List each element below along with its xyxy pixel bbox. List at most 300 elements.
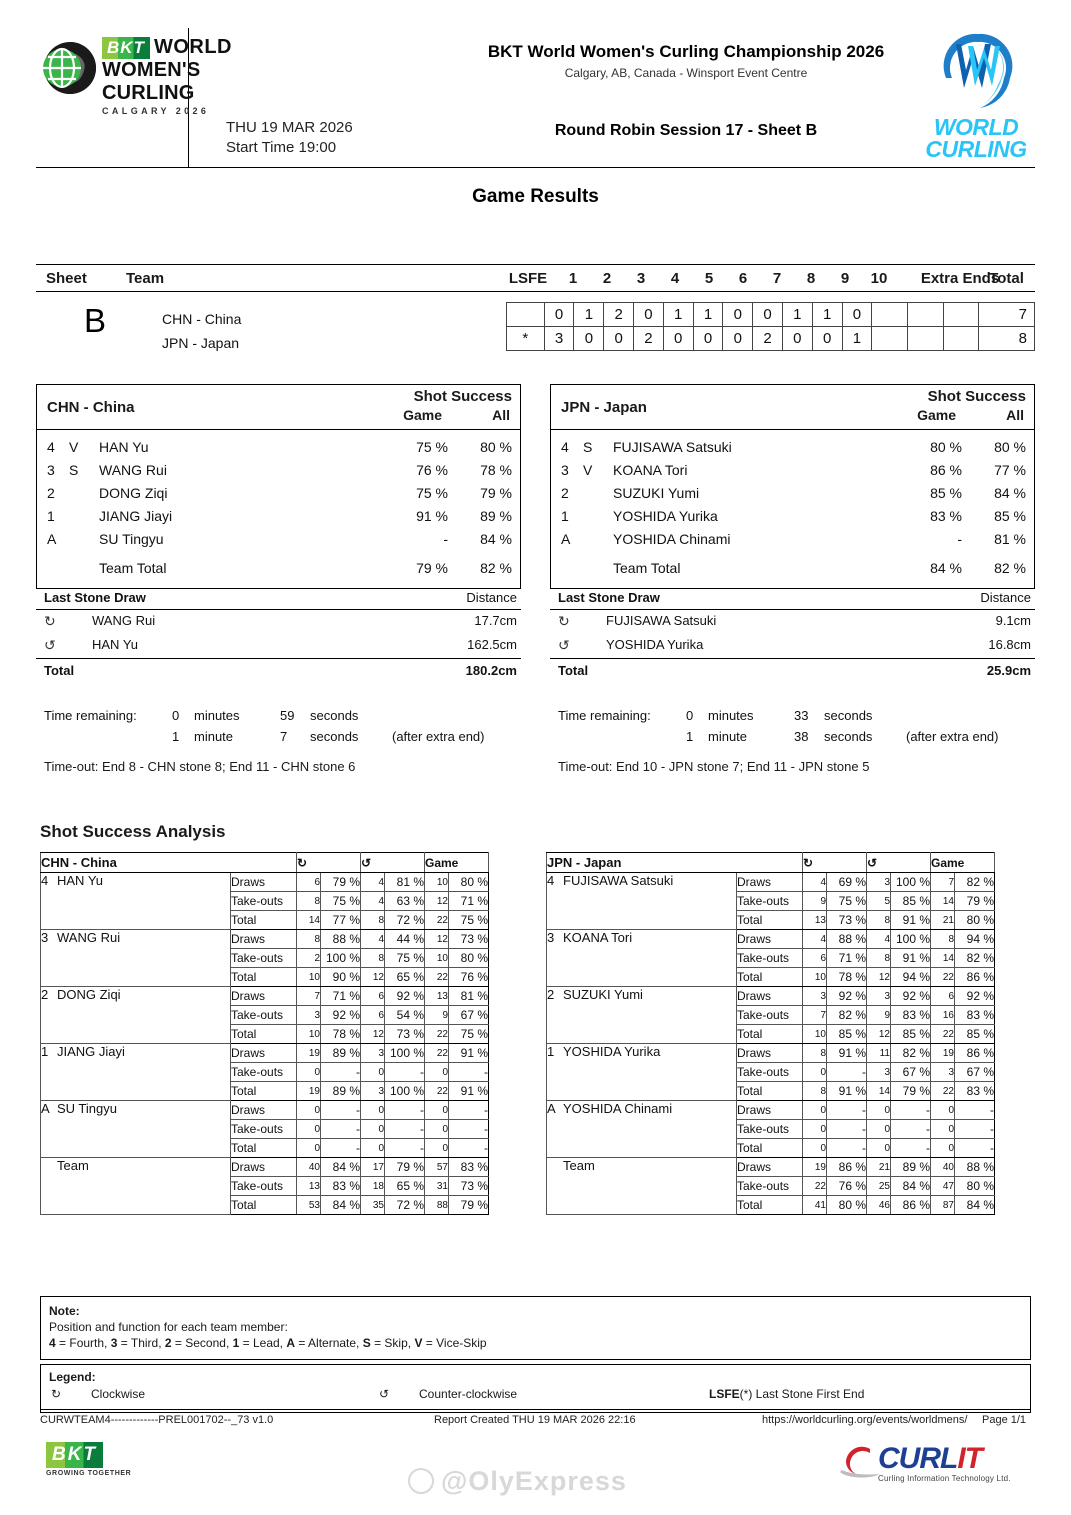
analysis-game-count: 22: [425, 968, 449, 987]
globe-icon: [42, 40, 98, 96]
analysis-ccw-count: 8: [867, 911, 891, 930]
r1-e4: 0: [634, 303, 664, 327]
r1-e3: 2: [604, 303, 634, 327]
extra-minutes-label: minute: [708, 729, 748, 744]
r1-e10: 1: [812, 303, 842, 327]
analysis-ccw-count: 6: [361, 1006, 385, 1025]
analysis-row-label: Take-outs: [231, 949, 297, 968]
col-end-1: 1: [568, 270, 578, 287]
analysis-game-pct: 73 %: [449, 1177, 489, 1196]
bkt-footer-tagline: GROWING TOGETHER: [46, 1470, 132, 1477]
counter-clockwise-icon: ↺: [558, 637, 570, 653]
player-position: 4: [47, 439, 55, 455]
analysis-ccw-count: 3: [867, 987, 891, 1006]
analysis-row-label: Draws: [231, 1101, 297, 1120]
scoreboard: [36, 264, 1035, 354]
r2-e4: 2: [634, 327, 664, 351]
analysis-game-count: 6: [931, 987, 955, 1006]
analysis-cw-count: 14: [297, 911, 321, 930]
col-lsfe: LSFE: [508, 270, 548, 287]
analysis-ccw-pct: 82 %: [891, 1044, 931, 1063]
analysis-ccw-pct: 92 %: [385, 987, 425, 1006]
col-end-5: 5: [704, 270, 714, 287]
analysis-cw-count: 9: [803, 892, 827, 911]
footer-created: Report Created THU 19 MAR 2026 22:16: [434, 1414, 636, 1426]
bkt-footer-logo: [46, 1442, 136, 1482]
analysis-ccw-pct: 100 %: [385, 1082, 425, 1101]
lsd-total-value: 180.2cm: [465, 663, 517, 678]
player-game-pct: 91 %: [416, 508, 448, 524]
table-row: [547, 930, 995, 949]
analysis-cw-count: 4: [803, 873, 827, 892]
table-row: [547, 1158, 995, 1177]
analysis-game-count: 21: [931, 911, 955, 930]
col-end-2: 2: [602, 270, 612, 287]
player-name: KOANA Tori: [613, 462, 688, 478]
extra-seconds: 7: [280, 729, 288, 744]
analysis-game-pct: 83 %: [955, 1006, 995, 1025]
col-end-9: 9: [840, 270, 850, 287]
analysis-cw-pct: 88 %: [321, 930, 361, 949]
analysis-ccw-count: 4: [361, 892, 385, 911]
player-position: 1: [561, 508, 569, 524]
counter-clockwise-icon: ↺: [867, 853, 931, 873]
analysis-ccw-pct: -: [385, 1139, 425, 1158]
analysis-cw-count: 19: [803, 1158, 827, 1177]
analysis-game-count: 22: [931, 1082, 955, 1101]
analysis-ccw-count: 25: [867, 1177, 891, 1196]
analysis-row-label: Total: [737, 968, 803, 987]
player-all-pct: 80 %: [994, 439, 1026, 455]
lsd-total-label: Total: [558, 663, 589, 678]
analysis-ccw-pct: 85 %: [891, 892, 931, 911]
r2-e3: 0: [604, 327, 634, 351]
analysis-cw-pct: 73 %: [827, 911, 867, 930]
col-extra-ends: Extra Ends: [920, 270, 1000, 287]
team-total-label: Team Total: [613, 560, 681, 576]
table-row: [41, 1044, 489, 1063]
extra-seconds-label: seconds: [824, 729, 873, 744]
analysis-col-game: Game: [425, 853, 489, 873]
analysis-ccw-count: 3: [867, 1063, 891, 1082]
curlit-swoosh-icon: [838, 1444, 884, 1484]
analysis-row-label: Draws: [231, 1044, 297, 1063]
r1-e5: 1: [663, 303, 693, 327]
lsd-header: [36, 590, 521, 610]
analysis-row-label: Take-outs: [737, 949, 803, 968]
analysis-ccw-pct: 91 %: [891, 911, 931, 930]
analysis-game-count: 22: [931, 968, 955, 987]
after-extra-end-note: (after extra end): [906, 729, 999, 744]
player-function: S: [69, 462, 79, 478]
time-remaining-label: Time remaining:: [558, 708, 651, 723]
team-total-row: [551, 557, 1034, 580]
analysis-cw-count: 0: [297, 1063, 321, 1082]
r2-lsfe: *: [507, 327, 545, 351]
analysis-ccw-count: 0: [361, 1101, 385, 1120]
player-name: HAN Yu: [99, 439, 149, 455]
analysis-cw-count: 0: [803, 1063, 827, 1082]
analysis-row-label: Draws: [231, 987, 297, 1006]
weibo-icon: [408, 1468, 434, 1494]
bkt-badge: BKT: [102, 37, 150, 59]
analysis-game-pct: 85 %: [955, 1025, 995, 1044]
panel-col-game: Game: [403, 407, 442, 423]
lsd-header: [550, 590, 1035, 610]
lsd-player-name: WANG Rui: [92, 613, 156, 628]
analysis-row-label: Take-outs: [737, 892, 803, 911]
analysis-game-pct: 91 %: [449, 1082, 489, 1101]
analysis-title: Shot Success Analysis: [40, 822, 226, 841]
table-row: [507, 327, 1035, 351]
lsd-player-name: FUJISAWA Satsuki: [606, 613, 717, 628]
col-end-7: 7: [772, 270, 782, 287]
analysis-ccw-pct: 54 %: [385, 1006, 425, 1025]
analysis-ccw-pct: -: [385, 1101, 425, 1120]
bkt-footer-badge: BKT: [46, 1442, 103, 1468]
list-item: [550, 634, 1035, 658]
analysis-ccw-count: 11: [867, 1044, 891, 1063]
analysis-game-count: 22: [425, 911, 449, 930]
analysis-ccw-count: 6: [361, 987, 385, 1006]
legend-counter-clockwise-label: Counter-clockwise: [419, 1387, 518, 1401]
note-value: = Lead,: [239, 1336, 287, 1350]
analysis-row-label: Total: [231, 1196, 297, 1215]
analysis-game-pct: 76 %: [449, 968, 489, 987]
time-remaining-jpn: [550, 708, 1035, 750]
analysis-game-count: 0: [931, 1101, 955, 1120]
player-game-pct: 75 %: [416, 485, 448, 501]
event-start-time: Start Time 19:00: [226, 139, 337, 156]
time-minutes: 0: [686, 708, 694, 723]
analysis-cw-count: 7: [803, 1006, 827, 1025]
analysis-ccw-pct: 91 %: [891, 949, 931, 968]
analysis-ccw-count: 12: [361, 968, 385, 987]
event-venue: Calgary, AB, Canada - Winsport Event Centre: [564, 66, 808, 80]
list-item: [551, 459, 1034, 482]
lsd-total-label: Total: [44, 663, 75, 678]
analysis-cw-pct: -: [321, 1101, 361, 1120]
analysis-cw-pct: 92 %: [827, 987, 867, 1006]
clockwise-icon: ↻: [297, 853, 361, 873]
scoreboard-team-names: [162, 307, 241, 355]
analysis-cw-count: 0: [297, 1139, 321, 1158]
analysis-game-pct: 80 %: [449, 949, 489, 968]
bkt-womens-curling-label: WOMEN'S CURLING: [102, 59, 201, 104]
analysis-game-pct: 79 %: [449, 1196, 489, 1215]
bkt-calgary-label: CALGARY 2026: [102, 106, 210, 116]
col-total: Total: [989, 270, 1024, 287]
analysis-table-chn: [40, 852, 489, 1215]
analysis-cw-count: 8: [803, 1082, 827, 1101]
r1-e9: 1: [782, 303, 812, 327]
analysis-cw-pct: -: [827, 1139, 867, 1158]
analysis-player-name: 4 HAN Yu: [41, 873, 231, 930]
analysis-ccw-pct: 72 %: [385, 911, 425, 930]
shot-success-panel-jpn: [550, 384, 1035, 589]
analysis-ccw-pct: 73 %: [385, 1025, 425, 1044]
curlit-footer-logo: [840, 1442, 1035, 1486]
analysis-game-count: 13: [425, 987, 449, 1006]
analysis-game-count: 10: [425, 949, 449, 968]
player-all-pct: 81 %: [994, 531, 1026, 547]
panel-header: [551, 385, 1034, 430]
note-heading: Note:: [49, 1304, 80, 1318]
analysis-ccw-count: 4: [867, 930, 891, 949]
analysis-game-pct: 80 %: [955, 911, 995, 930]
last-stone-draw-jpn: [550, 590, 1035, 684]
analysis-cw-pct: 75 %: [321, 892, 361, 911]
analysis-game-pct: 86 %: [955, 968, 995, 987]
analysis-game-pct: 84 %: [955, 1196, 995, 1215]
analysis-ccw-pct: 94 %: [891, 968, 931, 987]
footer-url[interactable]: https://worldcurling.org/events/worldmens/: [762, 1414, 968, 1426]
analysis-ccw-count: 0: [361, 1120, 385, 1139]
analysis-game-pct: -: [449, 1101, 489, 1120]
col-end-10: 10: [870, 270, 888, 287]
note-line-2: [49, 1335, 1022, 1351]
panel-col-all: All: [1006, 407, 1024, 423]
player-function: S: [583, 439, 593, 455]
analysis-row-label: Total: [231, 911, 297, 930]
time-minutes-label: minutes: [708, 708, 754, 723]
time-remaining-regulation: [550, 708, 1035, 729]
world-curling-mark-icon: [916, 26, 1036, 116]
analysis-ccw-count: 3: [361, 1082, 385, 1101]
analysis-ccw-count: 0: [361, 1063, 385, 1082]
col-end-6: 6: [738, 270, 748, 287]
footer-report-ref: CURWTEAM4-------------PREL001702--_73 v1.0: [40, 1414, 274, 1426]
analysis-cw-pct: 89 %: [321, 1082, 361, 1101]
world-curling-line1: WORLD: [933, 114, 1019, 140]
analysis-ccw-count: 3: [361, 1044, 385, 1063]
analysis-cw-count: 10: [803, 968, 827, 987]
analysis-cw-count: 0: [297, 1120, 321, 1139]
time-remaining-regulation: [36, 708, 521, 729]
time-seconds-label: seconds: [824, 708, 873, 723]
legend-lsfe-bold: LSFE: [709, 1387, 740, 1401]
analysis-ccw-count: 21: [867, 1158, 891, 1177]
extra-minutes: 1: [686, 729, 694, 744]
analysis-row-label: Total: [231, 968, 297, 987]
list-item: [36, 610, 521, 634]
analysis-ccw-count: 18: [361, 1177, 385, 1196]
player-name: WANG Rui: [99, 462, 167, 478]
list-item: [551, 482, 1034, 505]
analysis-player-name: 1 YOSHIDA Yurika: [547, 1044, 737, 1101]
panel-col-game: Game: [917, 407, 956, 423]
analysis-game-count: 8: [931, 930, 955, 949]
analysis-ccw-pct: 86 %: [891, 1196, 931, 1215]
analysis-ccw-pct: 79 %: [385, 1158, 425, 1177]
extra-seconds: 38: [794, 729, 809, 744]
analysis-ccw-pct: 92 %: [891, 987, 931, 1006]
note-value: = Vice-Skip: [422, 1336, 487, 1350]
analysis-cw-pct: 89 %: [321, 1044, 361, 1063]
analysis-player-name: 4 FUJISAWA Satsuki: [547, 873, 737, 930]
analysis-cw-pct: -: [827, 1063, 867, 1082]
note-box: [40, 1296, 1031, 1360]
note-key: 2: [164, 1336, 172, 1350]
r2-x3: [943, 327, 979, 351]
analysis-player-name: A YOSHIDA Chinami: [547, 1101, 737, 1158]
analysis-row-label: Take-outs: [231, 1063, 297, 1082]
analysis-row-label: Total: [737, 911, 803, 930]
analysis-game-pct: 79 %: [955, 892, 995, 911]
analysis-cw-pct: 83 %: [321, 1177, 361, 1196]
table-row: [41, 987, 489, 1006]
time-remaining-label: Time remaining:: [44, 708, 137, 723]
analysis-game-pct: 73 %: [449, 930, 489, 949]
player-game-pct: -: [957, 531, 962, 547]
analysis-cw-count: 10: [297, 1025, 321, 1044]
r2-e11: 1: [842, 327, 872, 351]
player-all-pct: 84 %: [480, 531, 512, 547]
table-row: [547, 1101, 995, 1120]
analysis-row-label: Take-outs: [231, 1177, 297, 1196]
analysis-ccw-pct: 89 %: [891, 1158, 931, 1177]
analysis-ccw-pct: 83 %: [891, 1006, 931, 1025]
analysis-game-count: 12: [425, 892, 449, 911]
r2-e5: 0: [663, 327, 693, 351]
analysis-cw-count: 6: [803, 949, 827, 968]
scoreboard-header: [36, 264, 1035, 292]
r2-e10: 0: [812, 327, 842, 351]
analysis-game-pct: -: [955, 1101, 995, 1120]
list-item: [551, 436, 1034, 459]
analysis-game-count: 57: [425, 1158, 449, 1177]
analysis-game-count: 14: [931, 949, 955, 968]
analysis-cw-pct: 78 %: [827, 968, 867, 987]
time-minutes-label: minutes: [194, 708, 240, 723]
clockwise-icon: ↻: [51, 1387, 62, 1401]
analysis-ccw-pct: 72 %: [385, 1196, 425, 1215]
analysis-cw-pct: -: [827, 1101, 867, 1120]
analysis-ccw-count: 4: [361, 873, 385, 892]
scoreboard-col-headers: [470, 270, 1035, 290]
analysis-ccw-pct: 75 %: [385, 949, 425, 968]
table-row: [507, 303, 1035, 327]
player-position: 4: [561, 439, 569, 455]
scoreboard-team-1-name: CHN - China: [162, 311, 242, 327]
list-item: [37, 505, 520, 528]
analysis-row-label: Total: [231, 1082, 297, 1101]
analysis-cw-pct: -: [321, 1139, 361, 1158]
analysis-header-row: [547, 853, 995, 873]
analysis-cw-pct: 79 %: [321, 873, 361, 892]
table-row: [41, 1158, 489, 1177]
analysis-ccw-count: 0: [361, 1139, 385, 1158]
table-row: [41, 873, 489, 892]
r2-total: 8: [979, 327, 1035, 351]
list-item: [551, 528, 1034, 551]
analysis-ccw-count: 8: [867, 949, 891, 968]
player-name: FUJISAWA Satsuki: [613, 439, 732, 455]
player-name: DONG Ziqi: [99, 485, 168, 501]
analysis-game-pct: 83 %: [449, 1158, 489, 1177]
timeout-note-chn: Time-out: End 8 - CHN stone 8; End 11 - CHN stone 6: [44, 759, 356, 774]
legend-row: [49, 1387, 1022, 1406]
time-remaining-extra-end: [36, 729, 521, 750]
analysis-game-pct: 67 %: [955, 1063, 995, 1082]
counter-clockwise-icon: ↺: [361, 853, 425, 873]
event-date-block: [226, 118, 353, 158]
time-seconds: 59: [280, 708, 295, 723]
r2-x1: [872, 327, 908, 351]
list-item: [37, 459, 520, 482]
analysis-ccw-pct: 100 %: [385, 1044, 425, 1063]
analysis-cw-pct: 76 %: [827, 1177, 867, 1196]
analysis-row-label: Draws: [231, 930, 297, 949]
analysis-game-count: 22: [425, 1044, 449, 1063]
last-stone-draw-chn: [36, 590, 521, 684]
analysis-game-count: 40: [931, 1158, 955, 1177]
analysis-cw-count: 19: [297, 1082, 321, 1101]
world-curling-logo: [916, 26, 1036, 166]
col-sheet: Sheet: [46, 270, 87, 287]
analysis-game-count: 0: [425, 1101, 449, 1120]
player-name: JIANG Jiayi: [99, 508, 173, 524]
player-game-pct: 80 %: [930, 439, 962, 455]
analysis-game-count: 3: [931, 1063, 955, 1082]
analysis-game-pct: -: [955, 1139, 995, 1158]
note-key: V: [414, 1336, 423, 1350]
event-date: THU 19 MAR 2026: [226, 119, 353, 136]
report-header: [36, 28, 1035, 168]
analysis-ccw-pct: 84 %: [891, 1177, 931, 1196]
analysis-game-pct: 83 %: [955, 1082, 995, 1101]
player-position: 1: [47, 508, 55, 524]
player-all-pct: 85 %: [994, 508, 1026, 524]
panel-col-all: All: [492, 407, 510, 423]
analysis-player-name: Team: [547, 1158, 737, 1215]
analysis-game-count: 12: [425, 930, 449, 949]
panel-title: Shot Success: [927, 388, 1026, 405]
analysis-game-count: 22: [931, 1025, 955, 1044]
analysis-cw-pct: 69 %: [827, 873, 867, 892]
col-end-4: 4: [670, 270, 680, 287]
time-remaining-chn: [36, 708, 521, 750]
analysis-ccw-count: 12: [867, 1025, 891, 1044]
analysis-game-pct: 71 %: [449, 892, 489, 911]
analysis-ccw-pct: -: [385, 1063, 425, 1082]
analysis-game-count: 22: [425, 1025, 449, 1044]
analysis-cw-pct: -: [321, 1063, 361, 1082]
r1-e8: 0: [753, 303, 783, 327]
col-end-3: 3: [636, 270, 646, 287]
clockwise-icon: ↻: [558, 613, 570, 629]
analysis-ccw-pct: 65 %: [385, 968, 425, 987]
panel-title: Shot Success: [413, 388, 512, 405]
analysis-ccw-count: 12: [867, 968, 891, 987]
clockwise-icon: ↻: [44, 613, 56, 629]
player-position: 3: [561, 462, 569, 478]
analysis-game-pct: 91 %: [449, 1044, 489, 1063]
analysis-player-name: 2 SUZUKI Yumi: [547, 987, 737, 1044]
team-total-label: Team Total: [99, 560, 167, 576]
analysis-cw-count: 10: [803, 1025, 827, 1044]
time-seconds-label: seconds: [310, 708, 359, 723]
team-total-row: [37, 557, 520, 580]
curlit-wordmark-2: IT: [957, 1442, 982, 1475]
analysis-ccw-pct: -: [385, 1120, 425, 1139]
analysis-cw-count: 0: [803, 1120, 827, 1139]
analysis-ccw-pct: -: [891, 1101, 931, 1120]
list-item: [37, 482, 520, 505]
player-all-pct: 89 %: [480, 508, 512, 524]
analysis-game-pct: 92 %: [955, 987, 995, 1006]
analysis-row-label: Total: [737, 1139, 803, 1158]
